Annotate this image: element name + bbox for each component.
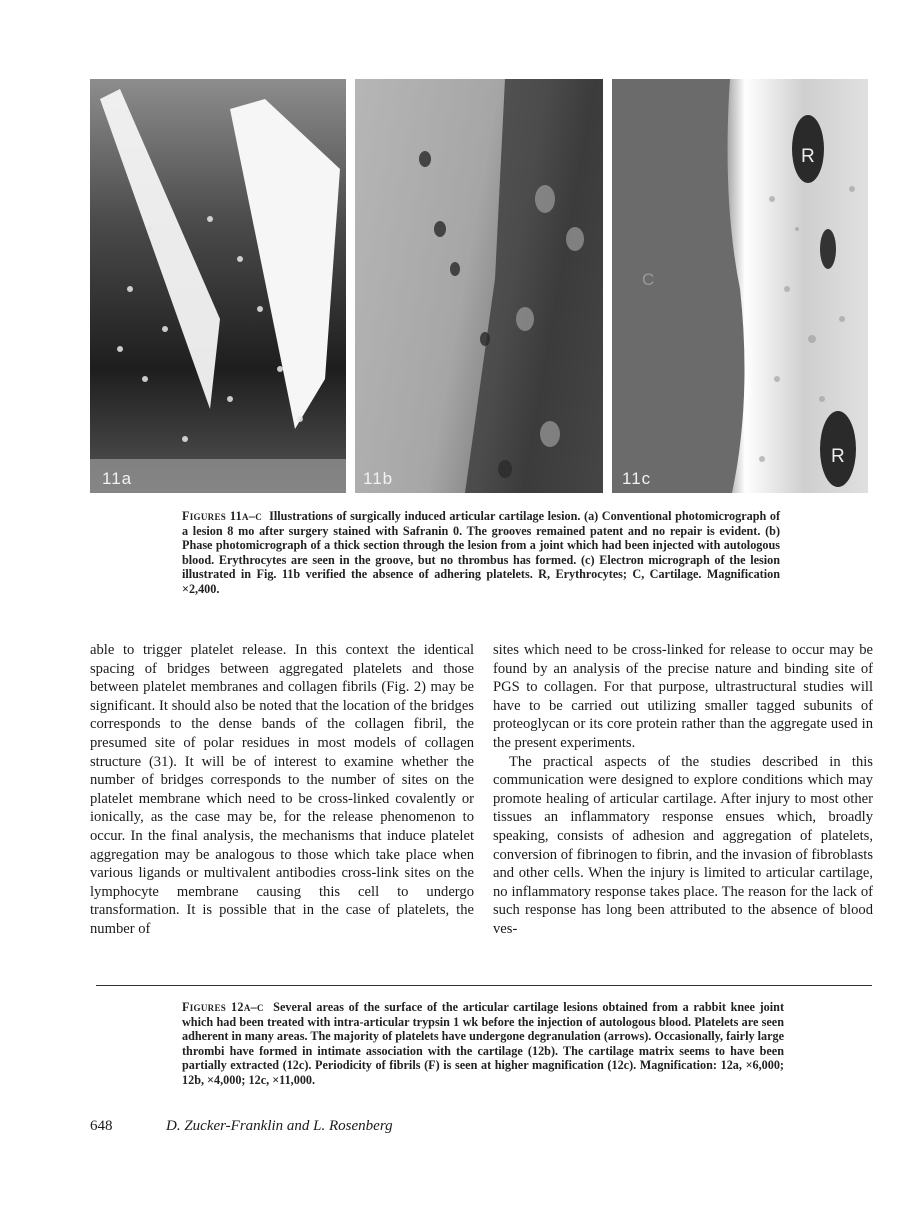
figure-11a-photomicrograph — [90, 79, 346, 493]
figure-11c-electron-micrograph — [612, 79, 868, 493]
panel-label-11b: 11b — [363, 469, 394, 488]
body-paragraph-right-2: The practical aspects of the studies described in this communication were designed to explore conditions which may promote healing of articular cartilage. After injury to most other tissues an inflammatory response ensues which, broadly speaking, consists of adhesion and aggregation of platelets, conversion of fibrinogen to fibrin, and the invasion of fibroblasts and other cells. When the injury is limited to articular cartilage, no inflammatory response takes place. The reason for the lack of such response has long been attributed to the absence of blood ves- — [493, 753, 873, 937]
figure-11-caption-body: Illustrations of surgically induced articular cartilage lesion. (a) Conventional photomicrograph of a lesion 8 mo after surgery stained with Safranin 0. The grooves remained patent and no repair is evident. (b) Phase photomicrograph of a thick section through the lesion from a joint which had been injected with autologous blood. Erythrocytes are seen in the groove, but no thrombus has formed. (c) Electron micrograph of the lesion illustrated in Fig. 11b verified the absence of adhering platelets. R, Erythrocytes; C, Cartilage. Magnification ×2,400. — [182, 509, 781, 596]
figure-11-caption — [182, 509, 780, 597]
panel-label-11c: 11c — [622, 469, 652, 488]
erythrocyte-label-1: R — [801, 146, 815, 167]
figure-12-caption-lead: Figures 12a–c — [182, 1000, 264, 1014]
erythrocyte-label-2: R — [831, 446, 845, 467]
figure-12-caption-body: Several areas of the surface of the articular cartilage lesions obtained from a rabbit knee joint which had been treated with intra-articular trypsin 1 wk before the injection of autologous blood. Platelets are seen adherent in many areas. The majority of platelets have undergone degranulation (arrows). Occasionally, fairly large thrombi have formed in intimate association with the cartilage (12b). The cartilage matrix seems to have been partially extracted (12c). Periodicity of fibrils (F) is seen at higher magnification (12c). Magnification: 12a, ×6,000; 12b, ×4,000; 12c, ×11,000. — [182, 1000, 785, 1087]
figure-11b-image — [355, 79, 603, 493]
figure-12-caption — [182, 1000, 784, 1088]
section-divider — [96, 985, 872, 986]
cartilage-label: C — [642, 270, 655, 289]
running-authors: D. Zucker-Franklin and L. Rosenberg — [166, 1118, 393, 1134]
body-paragraph-right-1: sites which need to be cross-linked for release to occur may be found by an analysis of the precise nature and binding site of PGS to collagen. For that purpose, ultrastructural studies will have to be carried out utilizing smaller tagged subunits of proteoglycan or its core protein rather than the aggregate used in the present experiments. — [493, 642, 873, 751]
figure-11a-image — [90, 79, 346, 493]
panel-label-11a: 11a — [102, 469, 133, 488]
figure-11-caption-lead: Figures 11a–c — [182, 509, 263, 523]
body-column-right — [493, 641, 873, 939]
body-column-left — [90, 641, 474, 939]
body-paragraph-left: able to trigger platelet release. In this context the identical spacing of bridges between aggregated platelets and those between platelet membranes and collagen fibrils (Fig. 2) may be significant. It should also be noted that the location of the bridges corresponds to the dense bands of the collagen fibril, the presumed site of polar residues in most models of collagen structure (31). It will be of interest to examine whether the number of bridges corresponds to the number of sites on the platelet membrane which need to be cross-linked covalently or ionically, as the case may be, for the release phenomenon to occur. In the final analysis, the mechanisms that induce platelet aggregation may be analogous to those which take place when various ligands or multivalent antibodies cross-link sites on the lymphocyte membrane causing this cell to undergo transformation. It is possible that in the case of platelets, the number of — [90, 642, 474, 937]
page-number: 648 — [90, 1118, 113, 1134]
figure-11c-image — [612, 79, 868, 493]
figure-11b-photomicrograph — [355, 79, 603, 493]
